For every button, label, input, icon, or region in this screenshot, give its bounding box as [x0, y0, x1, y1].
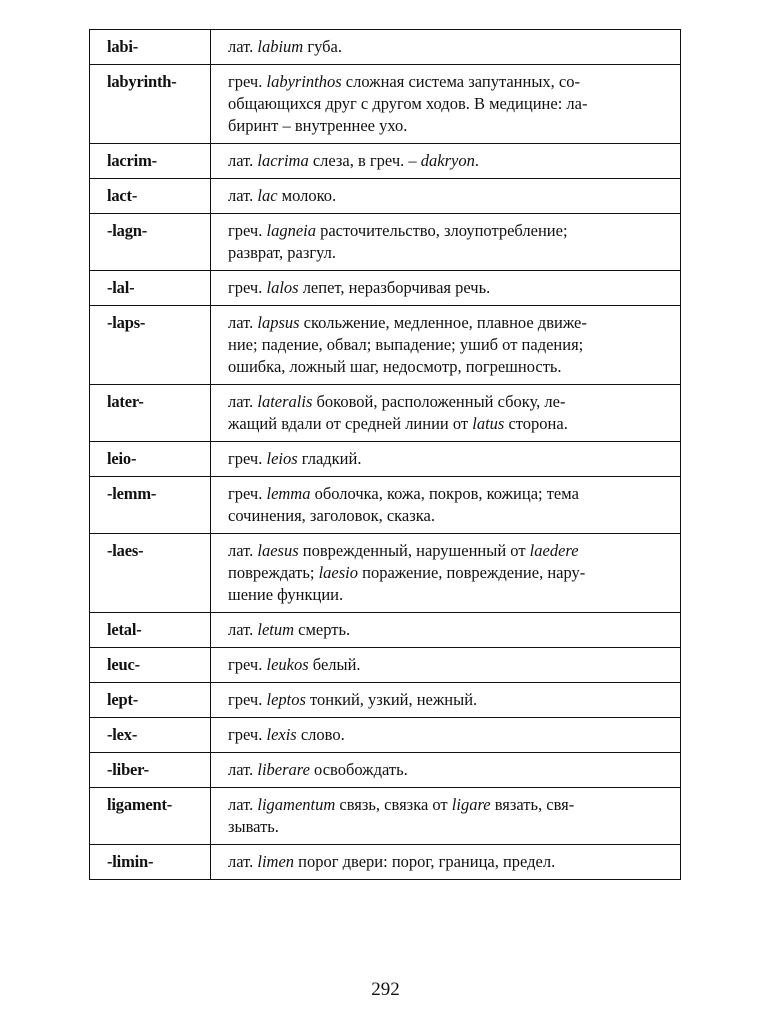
glossary-definition — [211, 788, 681, 845]
definition-text: боковой, расположенный сбоку, ле- — [312, 392, 566, 411]
definition-text: ошибка, ложный шаг, недосмотр, погрешность. — [228, 357, 562, 376]
definition-text: порог двери: порог, граница, предел. — [294, 852, 556, 871]
glossary-row — [90, 30, 681, 65]
glossary-row — [90, 648, 681, 683]
glossary-term: -laes- — [90, 534, 211, 613]
source-word: labium — [257, 37, 304, 56]
glossary-term: letal- — [90, 613, 211, 648]
glossary-term: -lemm- — [90, 477, 211, 534]
source-word: letum — [257, 620, 295, 639]
source-word: limen — [257, 852, 295, 871]
definition-text: лат. — [228, 392, 258, 411]
glossary-row — [90, 65, 681, 144]
glossary-definition — [211, 477, 681, 534]
definition-text: лат. — [228, 37, 258, 56]
glossary-definition — [211, 144, 681, 179]
definition-text: греч. — [228, 655, 267, 674]
glossary-body — [90, 30, 681, 880]
glossary-definition — [211, 214, 681, 271]
definition-text: оболочка, кожа, покров, кожица; тема — [310, 484, 579, 503]
definition-text: поражение, повреждение, нару- — [358, 563, 586, 582]
glossary-row — [90, 306, 681, 385]
definition-text: лат. — [228, 541, 258, 560]
source-word: laedere — [529, 541, 579, 560]
glossary-term: -limin- — [90, 845, 211, 880]
definition-text: греч. — [228, 278, 267, 297]
definition-text: вязать, свя- — [490, 795, 575, 814]
glossary-row — [90, 753, 681, 788]
definition-text: молоко. — [277, 186, 337, 205]
glossary-term: lept- — [90, 683, 211, 718]
glossary-row — [90, 179, 681, 214]
source-word: lacrima — [257, 151, 309, 170]
glossary-definition — [211, 534, 681, 613]
source-word: laesio — [318, 563, 359, 582]
definition-text: лат. — [228, 795, 258, 814]
glossary-term: leio- — [90, 442, 211, 477]
glossary-row — [90, 683, 681, 718]
glossary-row — [90, 214, 681, 271]
definition-text: греч. — [228, 484, 267, 503]
glossary-term: leuc- — [90, 648, 211, 683]
source-word: lac — [257, 186, 278, 205]
definition-text: ние; падение, обвал; выпадение; ушиб от падения; — [228, 335, 584, 354]
definition-text: греч. — [228, 449, 267, 468]
definition-text: тонкий, узкий, нежный. — [305, 690, 478, 709]
glossary-row — [90, 385, 681, 442]
definition-text: смерть. — [294, 620, 351, 639]
glossary-row — [90, 144, 681, 179]
definition-text: . — [474, 151, 479, 170]
definition-text: связь, связка от — [335, 795, 452, 814]
glossary-definition — [211, 65, 681, 144]
source-word: leukos — [266, 655, 309, 674]
glossary-definition — [211, 753, 681, 788]
source-word: laesus — [257, 541, 299, 560]
glossary-definition — [211, 306, 681, 385]
glossary-definition — [211, 718, 681, 753]
glossary-row — [90, 477, 681, 534]
source-word: lateralis — [257, 392, 313, 411]
glossary-term: -laps- — [90, 306, 211, 385]
definition-text: лат. — [228, 620, 258, 639]
definition-text: греч. — [228, 725, 267, 744]
source-word: labyrinthos — [266, 72, 342, 91]
glossary-row — [90, 718, 681, 753]
glossary-term: later- — [90, 385, 211, 442]
glossary-definition — [211, 613, 681, 648]
definition-text: лат. — [228, 852, 258, 871]
definition-text: лепет, неразборчивая речь. — [298, 278, 491, 297]
source-word: lemma — [266, 484, 311, 503]
definition-text: губа. — [303, 37, 342, 56]
glossary-row — [90, 788, 681, 845]
glossary-definition — [211, 271, 681, 306]
definition-text: лат. — [228, 313, 258, 332]
definition-text: слово. — [296, 725, 345, 744]
source-word: lagneia — [266, 221, 316, 240]
source-word: leptos — [266, 690, 306, 709]
glossary-term: -lagn- — [90, 214, 211, 271]
source-word: dakryon — [420, 151, 475, 170]
glossary-definition — [211, 648, 681, 683]
glossary-term: lacrim- — [90, 144, 211, 179]
definition-text: лат. — [228, 760, 258, 779]
definition-text: лат. — [228, 151, 258, 170]
glossary-table — [89, 29, 681, 880]
definition-text: сложная система запутанных, со- — [341, 72, 580, 91]
definition-text: жащий вдали от средней линии от — [228, 414, 473, 433]
glossary-term: ligament- — [90, 788, 211, 845]
glossary-row — [90, 534, 681, 613]
definition-text: повреждать; — [228, 563, 319, 582]
definition-text: греч. — [228, 221, 267, 240]
source-word: lalos — [266, 278, 299, 297]
glossary-term: labi- — [90, 30, 211, 65]
definition-text: лат. — [228, 186, 258, 205]
definition-text: скольжение, медленное, плавное движе- — [299, 313, 587, 332]
glossary-definition — [211, 385, 681, 442]
glossary-term: labyrinth- — [90, 65, 211, 144]
definition-text: общающихся друг с другом ходов. В медицине: ла- — [228, 94, 588, 113]
glossary-row — [90, 442, 681, 477]
definition-text: расточительство, злоупотребление; — [315, 221, 568, 240]
glossary-term: -lex- — [90, 718, 211, 753]
glossary-definition — [211, 179, 681, 214]
glossary-definition — [211, 30, 681, 65]
definition-text: белый. — [308, 655, 361, 674]
source-word: lexis — [266, 725, 297, 744]
glossary-definition — [211, 442, 681, 477]
glossary-row — [90, 271, 681, 306]
definition-text: шение функции. — [228, 585, 344, 604]
page-number: 292 — [371, 979, 400, 1000]
glossary-definition — [211, 683, 681, 718]
definition-text: греч. — [228, 690, 267, 709]
glossary-row — [90, 845, 681, 880]
definition-text: освобождать. — [309, 760, 408, 779]
source-word: lapsus — [257, 313, 300, 332]
glossary-row — [90, 613, 681, 648]
glossary-term: lact- — [90, 179, 211, 214]
source-word: latus — [472, 414, 505, 433]
glossary-term: -lal- — [90, 271, 211, 306]
source-word: ligamentum — [257, 795, 336, 814]
definition-text: греч. — [228, 72, 267, 91]
source-word: leios — [266, 449, 298, 468]
definition-text: поврежденный, нарушенный от — [298, 541, 530, 560]
source-word: ligare — [451, 795, 491, 814]
definition-text: слеза, в греч. – — [308, 151, 421, 170]
definition-text: зывать. — [228, 817, 279, 836]
definition-text: разврат, разгул. — [228, 243, 336, 262]
definition-text: сторона. — [504, 414, 568, 433]
definition-text: сочинения, заголовок, сказка. — [228, 506, 435, 525]
definition-text: гладкий. — [297, 449, 362, 468]
glossary-definition — [211, 845, 681, 880]
source-word: liberare — [257, 760, 310, 779]
definition-text: биринт – внутреннее ухо. — [228, 116, 408, 135]
glossary-term: -liber- — [90, 753, 211, 788]
